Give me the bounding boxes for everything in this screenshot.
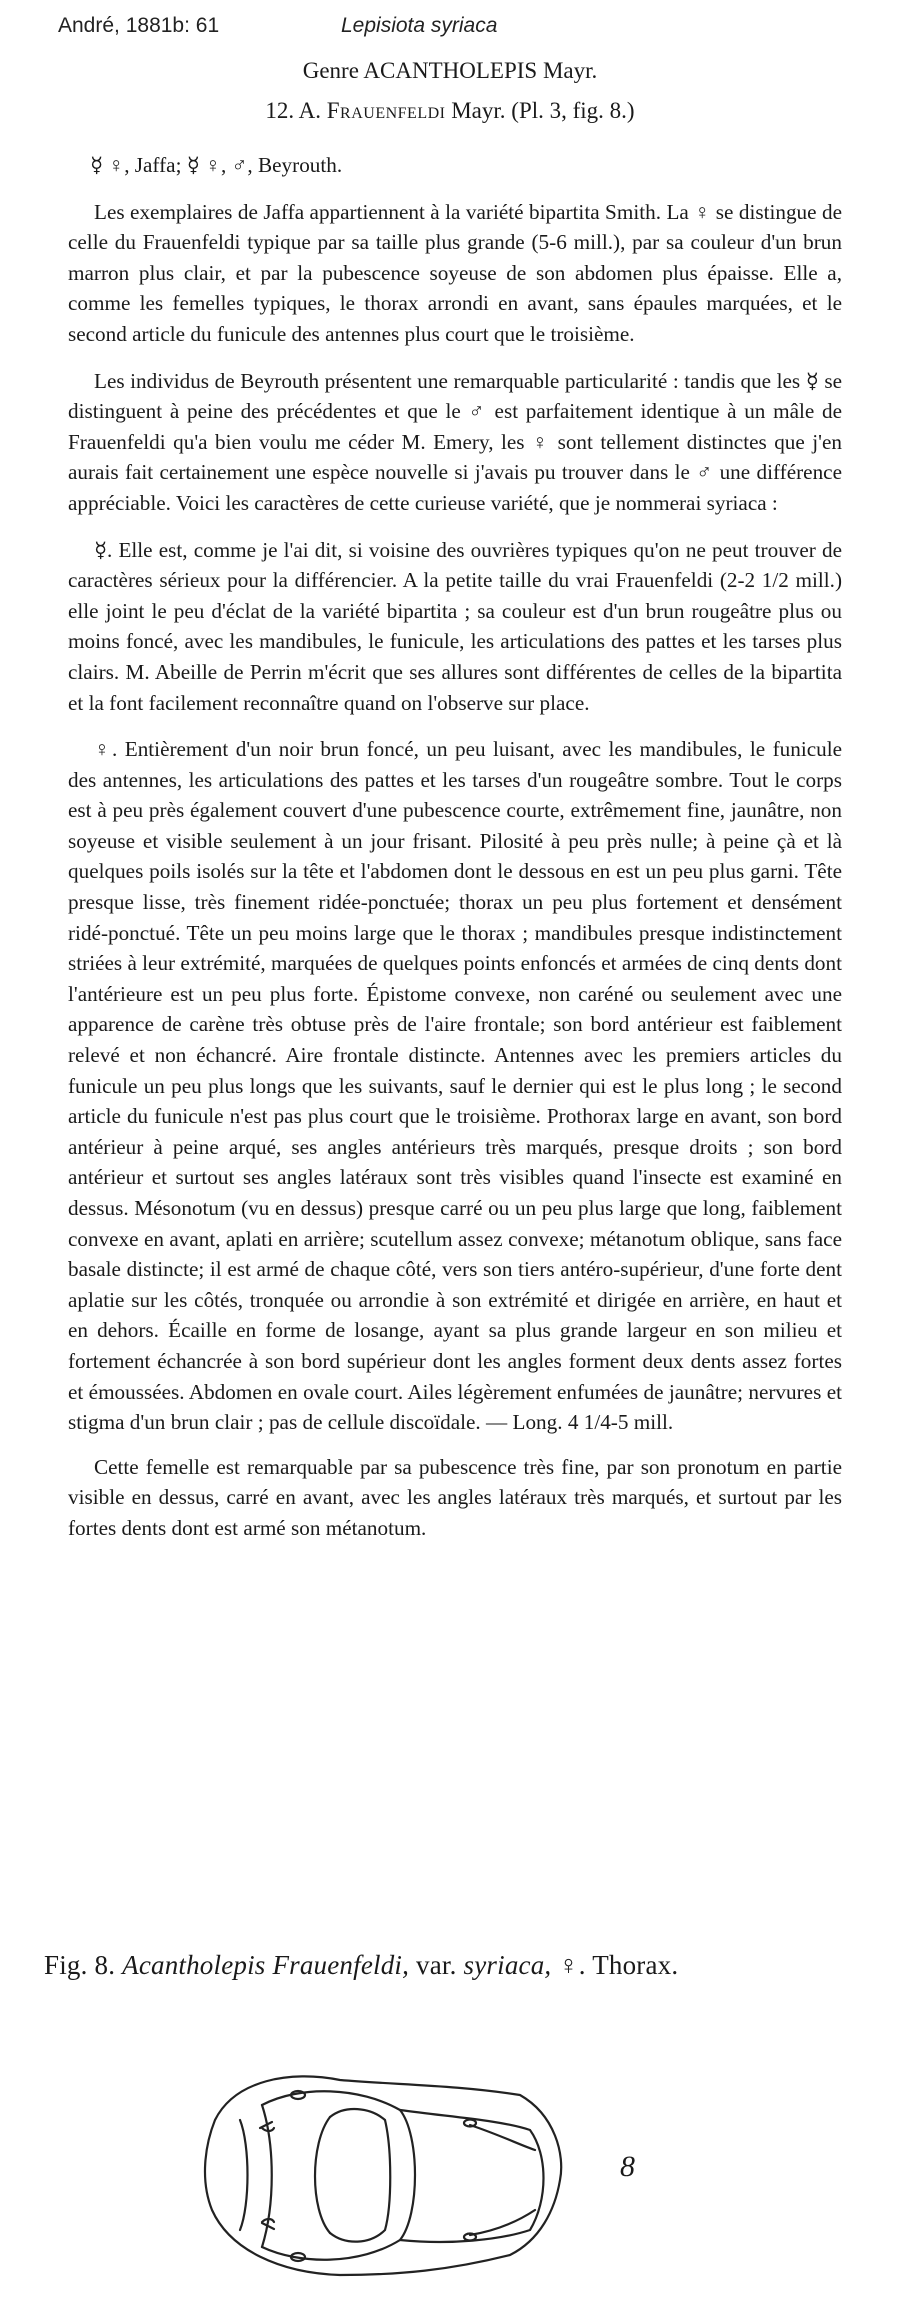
figure-caption-genus: Acantholepis Frauenfeldi,: [122, 1950, 410, 1980]
thorax-outline: [205, 2076, 561, 2275]
species-number: 12. A.: [265, 98, 321, 123]
locality-line: ☿ ♀, Jaffa; ☿ ♀, ♂, Beyrouth.: [90, 153, 343, 177]
figure-caption: [44, 1950, 854, 1981]
genus-author: Mayr.: [542, 58, 598, 83]
species-rest: Mayr. (Pl. 3, fig. 8.): [451, 98, 635, 123]
genus-heading: [0, 58, 900, 84]
scutellum-outline: [315, 2117, 330, 2233]
figure-caption-variety: syriaca,: [463, 1950, 552, 1980]
genus-prefix: Genre: [302, 58, 359, 83]
figure-caption-suffix: ♀. Thorax.: [558, 1950, 679, 1980]
paragraph-conclusion: Cette femelle est remarquable par sa pubescence très fine, par son pronotum en partie visible en dessus, carré en avant, avec les angles latéraux très marqués, et surtout par les fortes dents dont est armé son métanotum.: [68, 1454, 842, 1540]
body-text: [68, 150, 842, 1560]
species-label: Lepisiota syriaca: [341, 14, 498, 37]
page-header: [58, 14, 838, 44]
species-heading: [0, 98, 900, 124]
figure-caption-prefix: Fig. 8.: [44, 1950, 116, 1980]
paragraph-jaffa: Les exemplaires de Jaffa appartiennent à la variété bipartita Smith. La ♀ se distingue de celle du Frauenfeldi typique par sa taille plus grande (5-6 mill.), par sa couleur d'un brun marron plus clair, et par la pubescence soyeuse de son abdomen plus épaisse. Elle a, comme les femelles typiques, le thorax arrondi en avant, sans épaules marquées, et le second article du funicule des antennes plus court que le troisième.: [68, 199, 842, 346]
paragraph-beyrouth: Les individus de Beyrouth présentent une remarquable particularité : tandis que les ☿ se distinguent à peine des précédentes et que le ♂ est parfaitement identique à un mâle de Frauenfeldi qu'a bien voulu me céder M. Emery, les ♀ sont tellement distinctes que j'en aurais fait certainement une espèce nouvelle si j'avais pu trouver dans le ♂ une différence appréciable. Voici les caractères de cette curieuse variété, que je nommerai syriaca :: [68, 368, 842, 515]
mesonotum-outline: [330, 2109, 390, 2242]
pronotum-outline: [262, 2091, 415, 2259]
figure-number: 8: [620, 2150, 635, 2183]
paragraph-female: ♀. Entièrement d'un noir brun foncé, un peu luisant, avec les mandibules, le funicule des antennes, les articulations des pattes et les tarses d'un rougeâtre sombre. Tout le corps est à peu près également couvert d'une pubescence courte, extrêmement fine, jaunâtre, non soyeuse et visible seulement à un jour frisant. Pilosité à peu près nulle; à peine çà et là quelques poils isolés sur la tête et l'abdomen dont le dessous en est un peu plus garni. Tête presque lisse, très finement ridée-ponctuée; thorax un peu plus fortement et densément ridé-ponctué. Tête un peu moins large que le thorax ; mandibules presque indistinctement striées à leur extrémité, marquées de quelques points enfoncés et armées de cinq dents dont l'antérieure est un peu plus forte. Épistome convexe, non caréné ou seulement avec une apparence de carène très obtuse près de l'aire frontale; son bord antérieur est faiblement relevé et non échancré. Aire frontale distincte. Antennes avec les premiers articles du funicule un peu plus longs que les suivants, sauf le dernier qui est le plus long ; le second article du funicule n'est pas plus court que le troisième. Prothorax large en avant, son bord antérieur à peine arqué, ses angles antérieurs très marqués, presque droits ; son bord antérieur et surtout ses angles latéraux sont très visibles quand l'insecte est examiné en dessus. Mésonotum (vu en dessus) presque carré ou un peu plus large que long, faiblement convexe en avant, aplati en arrière; scutellum assez convexe; métanotum oblique, sans face basale distincte; il est armé de chaque côté, vers son tiers antéro-supérieur, d'une forte dent aplatie sur les côtés, tronquée ou arrondie à son extrémité et dirigée en arrière, en haut et en dehors. Écaille en forme de losange, ayant sa plus grande largeur en son milieu et fortement échancrée à son bord supérieur dont les angles forment deux dents assez fortes et émoussées. Abdomen en ovale court. Ailes légèrement enfumées de jaunâtre; nervures et stigma d'un brun clair ; pas de cellule discoïdale. — Long. 4 1/4-5 mill.: [68, 737, 842, 1435]
paragraph-worker: ☿. Elle est, comme je l'ai dit, si voisine des ouvrières typiques qu'on ne peut trouver de caractères sérieux pour la différencier. A la petite taille du vrai Frauenfeldi (2-2 1/2 mill.) elle joint le peu d'éclat de la variété bipartita ; sa couleur est d'un brun rougeâtre plus ou moins foncé, avec les mandibules, le funicule, les articulations des pattes et les tarses plus clairs. M. Abeille de Perrin m'écrit que ses allures sont différentes de celles de la bipartita et la font facilement reconnaître quand on l'observe sur place.: [68, 537, 842, 715]
figure-caption-var: var.: [416, 1950, 457, 1980]
genus-name: ACANTHOLEPIS: [363, 58, 538, 83]
species-name: Frauenfeldi: [326, 98, 446, 123]
citation-label: André, 1881b: 61: [58, 14, 220, 37]
metanotum-outline: [400, 2110, 544, 2242]
thorax-illustration: [0, 2025, 900, 2312]
